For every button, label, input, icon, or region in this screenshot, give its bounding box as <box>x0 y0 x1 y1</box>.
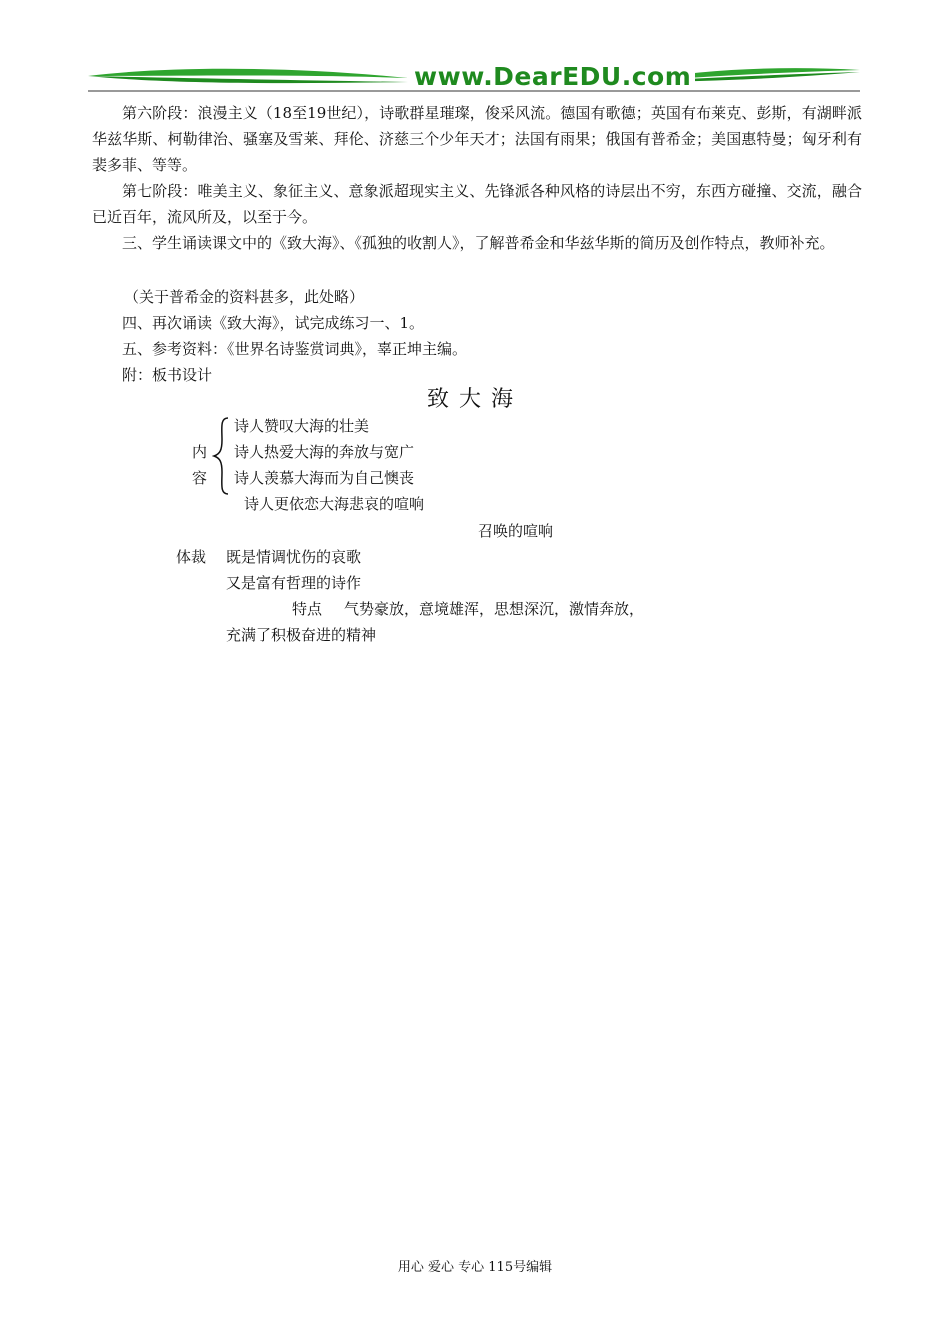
content-label-2: 容 <box>192 469 208 487</box>
header-banner <box>88 62 860 92</box>
step-4-line: 四、再次诵读《致大海》，试完成练习一、1。 <box>122 314 425 332</box>
feature-label: 特点 <box>292 600 323 618</box>
content-label-1: 内 <box>192 443 208 461</box>
note-line: （关于普希金的资料甚多，此处略） <box>124 288 365 306</box>
body-text <box>92 100 862 256</box>
step-5-line: 五、参考资料：《世界名诗鉴赏词典》，辜正坤主编。 <box>122 340 468 358</box>
site-logo[interactable]: www.DearEDU.com <box>410 64 695 90</box>
curly-brace-icon <box>212 416 232 496</box>
paragraph-step-3: 三、学生诵读课文中的《致大海》、《孤独的收割人》，了解普希金和华兹华斯的简历及创作特点，教师补充。 <box>122 234 835 252</box>
genre-label: 体裁 <box>176 548 207 566</box>
feature-text: 气势豪放，意境雄浑，思想深沉，激情奔放， <box>344 600 645 618</box>
content-item-2: 诗人热爱大海的奔放与宽广 <box>234 443 415 461</box>
paragraph-stage-6: 第六阶段：浪漫主义（18至19世纪），诗歌群星璀璨，俊采风流。德国有歌德；英国有布莱克、彭斯，有湖畔派华兹华斯、柯勒律治、骚塞及雪莱、拜伦、济慈三个少年天才；法国有雨果；俄国有普希金；美国惠特曼；匈牙利有裴多菲、等等。 <box>92 104 862 174</box>
page-footer: 用心 爱心 专心 115号编辑 <box>397 1260 553 1275</box>
paragraph-stage-7: 第七阶段：唯美主义、象征主义、意象派超现实主义、先锋派各种风格的诗层出不穷，东西方碰撞、交流，融合已近百年，流风所及，以至于今。 <box>92 182 862 226</box>
genre-line-1: 既是情调忧伤的哀歌 <box>226 548 362 566</box>
genre-line-2: 又是富有哲理的诗作 <box>226 574 362 592</box>
content-item-3: 诗人羡慕大海而为自己懊丧 <box>234 469 415 487</box>
content-item-1: 诗人赞叹大海的壮美 <box>234 417 370 435</box>
summon-line: 召唤的喧响 <box>478 522 554 540</box>
appendix-line: 附：板书设计 <box>122 366 213 384</box>
content-item-4: 诗人更依恋大海悲哀的喧响 <box>244 495 425 513</box>
board-title: 致大海 <box>426 387 523 412</box>
feature-continuation: 充满了积极奋进的精神 <box>226 626 377 644</box>
